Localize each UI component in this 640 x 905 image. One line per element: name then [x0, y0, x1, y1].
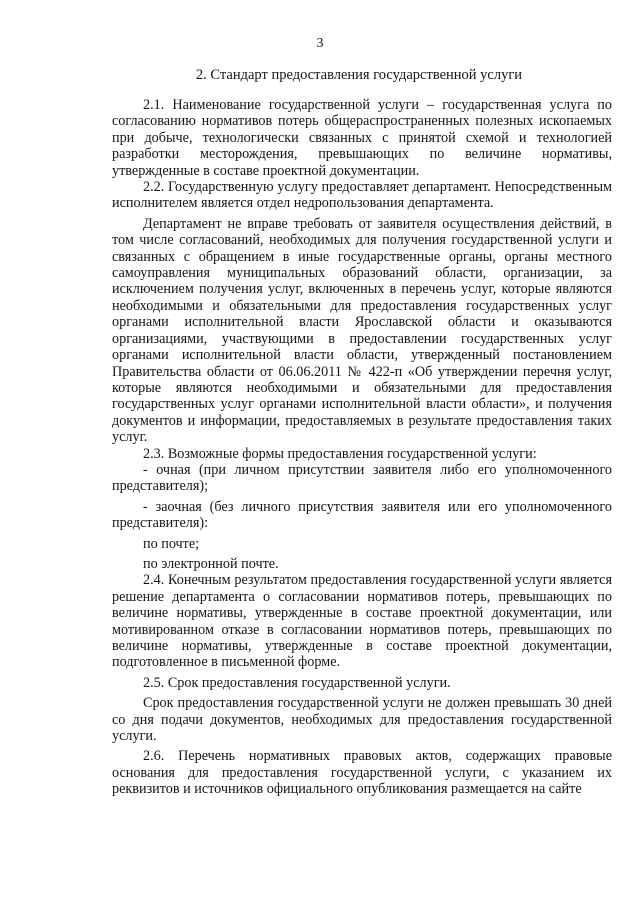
paragraph-2-5: 2.5. Срок предоставления государственной услуги. [143, 674, 451, 691]
paragraph-2-2: 2.2. Государственную услугу предоставляет департамент. Непосредственным исполнителем является отдел недропользования департамента. [112, 179, 612, 212]
list-subitem-post: по почте; [143, 535, 200, 552]
document-body [112, 97, 612, 798]
paragraph-term: Срок предоставления государственной услуги не должен превышать 30 дней со дня подачи документов, необходимых для предоставления государственной услуги. [112, 695, 612, 745]
paragraph-2-1: 2.1. Наименование государственной услуги – государственная услуга по согласованию нормативов потерь общераспространенных полезных ископаемых при добыче, технологически связанных с принятой схемой и технологией разработки месторождения, превышающих по величине нормативы, утвержденные в составе проектной документации. [112, 97, 612, 179]
list-subitem-email: по электронной почте. [143, 555, 279, 572]
paragraph-2-6: 2.6. Перечень нормативных правовых актов, содержащих правовые основания для предоставления государственной услуги, с указанием их реквизитов и источников официального опубликования размещается на сайте [112, 748, 612, 798]
list-item-remote: - заочная (без личного присутствия заявителя или его уполномоченного представителя): [112, 498, 612, 532]
paragraph-department-restrictions: Департамент не вправе требовать от заявителя осуществления действий, в том числе согласований, необходимых для получения государственной услуги и связанных с обращением в иные государственные органы, органы местного самоуправления муниципальных образований области, организации, за исключением получения услуг, включенных в перечень услуг, которые являются необходимыми и обязательными для предоставления государственных услуг органами исполнительной власти Ярославской области и оказываются организациями, участвующими в предоставлении государственных услуг органами исполнительной власти области, утвержденный постановлением Правительства области от 06.06.2011 № 422-п «Об утверждении перечня услуг, которые являются необходимыми и обязательными для предоставления государственных услуг органами исполнительной власти области», и получения документов и информации, предоставляемых в результате предоставления таких услуг. [112, 215, 612, 446]
list-item-in-person: - очная (при личном присутствии заявителя либо его уполномоченного представителя); [112, 461, 612, 495]
page-number: 3 [316, 36, 324, 51]
paragraph-2-4: 2.4. Конечным результатом предоставления государственной услуги является решение департамента о согласовании нормативов потерь, превышающих по величине нормативы, утвержденные в составе проектной документации, или мотивированном отказе в согласовании нормативов потерь, превышающих по величине нормативы, утвержденные в составе проектной документации, подготовленное в письменной форме. [112, 572, 612, 671]
paragraph-2-3: 2.3. Возможные формы предоставления государственной услуги: [143, 445, 537, 462]
section-title: 2. Стандарт предоставления государственной услуги [195, 67, 523, 83]
